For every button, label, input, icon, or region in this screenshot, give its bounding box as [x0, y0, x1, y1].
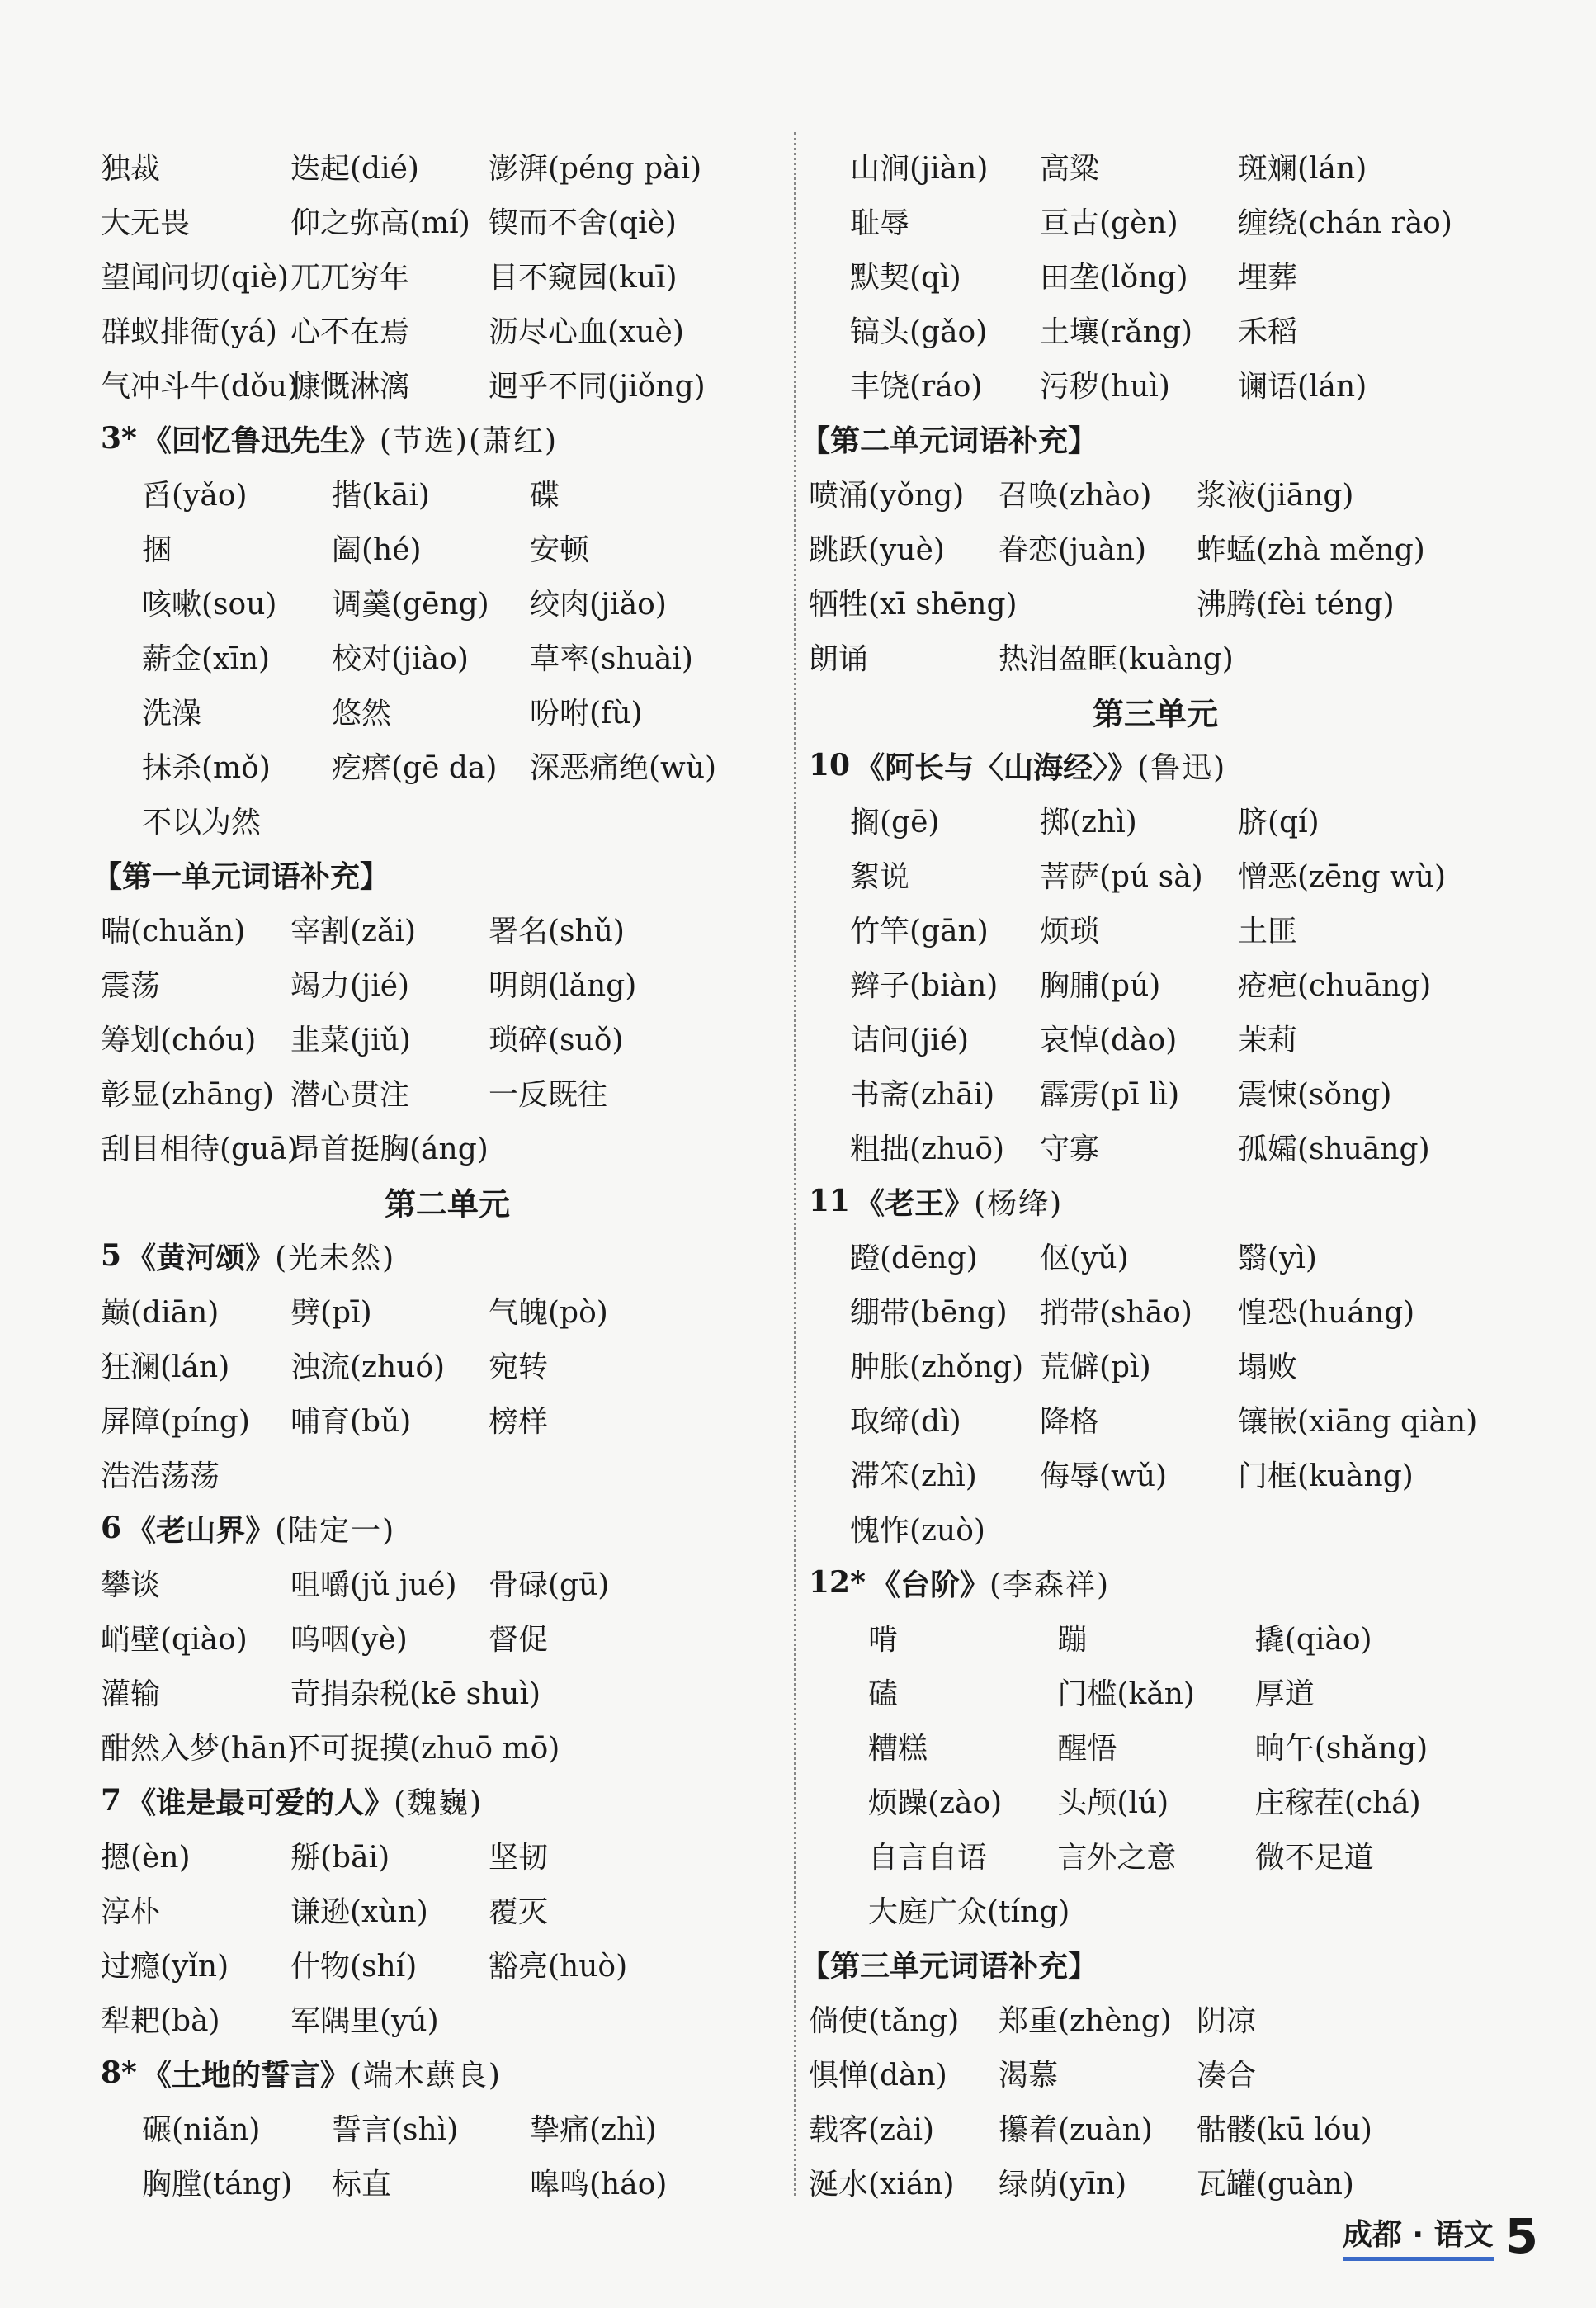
vocab-entry: 浆液(jiāng): [1197, 478, 1354, 513]
vocab-entry: 潜心贯注: [290, 1077, 410, 1112]
vocab-entry: 骨碌(gū): [489, 1568, 610, 1602]
lesson-title: 《阿长与〈山海经〉》: [855, 750, 1138, 785]
vocab-row: [809, 1228, 1502, 1283]
vocab-entry: 倘使(tǎng): [809, 2003, 960, 2038]
vocab-row: [101, 1446, 794, 1501]
vocab-entry: 捆: [142, 532, 172, 567]
vocab-row: [809, 466, 1502, 520]
vocab-entry: 糟糕: [868, 1731, 928, 1766]
vocab-entry: 军隅里(yú): [290, 2003, 439, 2038]
vocab-row: [101, 248, 794, 302]
vocab-entry: 嗥鸣(háo): [530, 2167, 668, 2202]
vocab-entry: 烦躁(zào): [868, 1785, 1003, 1820]
supplement-heading: 【第二单元词语补充】: [800, 423, 1098, 458]
vocab-entry: 诘问(jié): [850, 1023, 970, 1057]
vocab-entry: 肿胀(zhǒng): [850, 1350, 1024, 1384]
vocab-entry: 辫子(biàn): [850, 968, 999, 1003]
vocab-entry: 蹦: [1057, 1622, 1088, 1657]
vocab-entry: 劈(pī): [290, 1295, 372, 1330]
vocab-entry: 一反既往: [489, 1077, 608, 1112]
vocab-entry: 酣然入梦(hān): [101, 1731, 299, 1766]
vocab-entry: 咀嚼(jǔ jué): [290, 1568, 457, 1602]
vocab-entry: 咳嗽(sou): [142, 587, 277, 622]
vocab-entry: 宛转: [489, 1350, 549, 1384]
lesson-heading: [101, 1773, 794, 1828]
vocab-row: [809, 357, 1502, 411]
vocab-entry: 山涧(jiàn): [850, 151, 989, 186]
vocab-row: [101, 1937, 794, 1991]
vocab-entry: 耻辱: [850, 206, 910, 240]
vocab-entry: 榜样: [489, 1404, 549, 1439]
lesson-author: (端木蕻良): [349, 2058, 502, 2093]
vocab-entry: 兀兀穷年: [290, 260, 410, 295]
vocab-row: [101, 1010, 794, 1065]
vocab-entry: 锲而不舍(qiè): [489, 206, 677, 240]
lesson-title: 《土地的誓言》: [141, 2057, 350, 2093]
vocab-row: [101, 357, 794, 411]
vocab-entry: 丰饶(ráo): [850, 369, 983, 404]
vocab-row: [809, 302, 1502, 357]
vocab-entry: 督促: [489, 1622, 549, 1657]
vocab-entry: 朗诵: [809, 641, 869, 676]
lesson-heading: [101, 2046, 794, 2100]
vocab-entry: 磕: [868, 1677, 899, 1711]
vocab-entry: 镐头(gǎo): [850, 315, 988, 349]
vocab-entry: 蹬(dēng): [850, 1241, 978, 1275]
vocab-row: [809, 1283, 1502, 1337]
vocab-row: [809, 520, 1502, 575]
vocab-entry: 骷髅(kū lóu): [1197, 2112, 1372, 2147]
lesson-author: (杨绛): [974, 1186, 1064, 1221]
vocab-row: [809, 1337, 1502, 1392]
lesson-heading: [101, 411, 794, 466]
vocab-entry: 碾(niǎn): [142, 2112, 261, 2147]
vocab-entry: 过瘾(yǐn): [101, 1949, 229, 1984]
vocab-entry: 言外之意: [1057, 1840, 1177, 1875]
vocab-entry: 斑斓(lán): [1238, 151, 1367, 186]
vocab-entry: 啃: [868, 1622, 899, 1657]
lesson-heading: [101, 1501, 794, 1555]
vocab-entry: 浊流(zhuó): [290, 1350, 446, 1384]
vocab-row: [809, 193, 1502, 248]
vocab-entry: 喷涌(yǒng): [809, 478, 965, 513]
vocab-entry: 标直: [332, 2167, 392, 2202]
vocab-entry: 禾稻: [1238, 315, 1298, 349]
vocab-entry: 气冲斗牛(dǒu): [101, 369, 299, 404]
lesson-title: 《黄河颂》: [126, 1240, 276, 1275]
lesson-author: (节选)(萧红): [379, 423, 559, 458]
vocab-entry: 沸腾(fèi téng): [1197, 587, 1395, 622]
footer-label: 成都 · 语文: [1343, 2211, 1494, 2261]
vocab-entry: 凑合: [1197, 2058, 1257, 2093]
vocab-entry: 愧怍(zuò): [850, 1513, 985, 1548]
vocab-row: [809, 1446, 1502, 1501]
lesson-number: 11: [809, 1184, 851, 1218]
vocab-entry: 什物(shí): [290, 1949, 418, 1984]
vocab-entry: 昂首挺胸(áng): [290, 1132, 489, 1166]
vocab-entry: 犁耙(bà): [101, 2003, 220, 2038]
vocab-row: [809, 847, 1502, 901]
lesson-heading: [809, 1555, 1502, 1610]
vocab-entry: 气魄(pò): [489, 1295, 608, 1330]
vocab-entry: 刮目相待(guā): [101, 1132, 299, 1166]
lesson-title: 《谁是最可爱的人》: [126, 1785, 394, 1820]
vocab-entry: 峭壁(qiào): [101, 1622, 248, 1657]
vocab-entry: 惶恐(huáng): [1238, 1295, 1415, 1330]
vocab-entry: 哺育(bǔ): [290, 1404, 412, 1439]
vocab-entry: 亘古(gèn): [1040, 206, 1178, 240]
vocab-entry: 田垄(lǒng): [1040, 260, 1188, 295]
vocab-row: [809, 1119, 1502, 1174]
vocab-row: [809, 1664, 1502, 1719]
vocab-entry: 攀谈: [101, 1568, 161, 1602]
vocab-entry: 埋葬: [1238, 260, 1298, 295]
vocab-entry: 瓦罐(guàn): [1197, 2167, 1354, 2202]
vocab-entry: 撬(qiào): [1254, 1622, 1372, 1657]
vocab-entry: 热泪盈眶(kuàng): [999, 641, 1234, 676]
vocab-entry: 召唤(zhào): [999, 478, 1152, 513]
vocab-entry: 谦逊(xùn): [290, 1894, 428, 1929]
vocab-entry: 浩浩荡荡: [101, 1459, 220, 1493]
vocab-entry: 目不窥园(kuī): [489, 260, 678, 295]
vocab-entry: 绞肉(jiǎo): [530, 587, 667, 622]
lesson-author: (鲁迅): [1137, 750, 1227, 785]
vocab-entry: 哀悼(dào): [1040, 1023, 1178, 1057]
vocab-row: [101, 792, 794, 847]
vocab-entry: 土壤(rǎng): [1040, 315, 1192, 349]
vocab-entry: 菩萨(pú sà): [1040, 859, 1203, 894]
lesson-author: (李森祥): [989, 1568, 1111, 1602]
lesson-number: 3*: [101, 421, 137, 456]
vocab-entry: 碟: [530, 478, 560, 513]
lesson-number: 8*: [101, 2055, 137, 2090]
page-footer: [1343, 2208, 1538, 2264]
vocab-row: [101, 1119, 794, 1174]
vocab-entry: 搁(gē): [850, 805, 940, 839]
vocab-entry: 绿荫(yīn): [999, 2167, 1127, 2202]
vocab-entry: 揩(kāi): [332, 478, 430, 513]
vocab-entry: 降格: [1040, 1404, 1100, 1439]
vocab-entry: 眷恋(juàn): [999, 532, 1147, 567]
vocab-entry: 苛捐杂税(kē shuì): [290, 1677, 541, 1711]
vocab-row: [101, 629, 794, 683]
vocab-entry: 誓言(shì): [332, 2112, 459, 2147]
vocab-entry: 牺牲(xī shēng): [809, 587, 1018, 622]
vocab-row: [101, 1828, 794, 1882]
vocab-entry: 校对(jiào): [332, 641, 469, 676]
vocab-row: [101, 1337, 794, 1392]
lesson-title: 《台阶》: [870, 1567, 989, 1602]
vocab-entry: 洗澡: [142, 696, 202, 731]
supplement-heading: 【第一单元词语补充】: [92, 858, 390, 894]
vocab-entry: 彰显(zhāng): [101, 1077, 274, 1112]
vocab-row: [101, 956, 794, 1010]
vocab-entry: 郑重(zhèng): [999, 2003, 1172, 2038]
vocab-entry: 震荡: [101, 968, 161, 1003]
vocab-entry: 憎恶(zēng wù): [1238, 859, 1447, 894]
vocab-entry: 豁亮(huò): [489, 1949, 628, 1984]
vocab-entry: 琐碎(suǒ): [489, 1023, 624, 1057]
vocab-entry: 悠然: [332, 696, 392, 731]
vocab-entry: 胸脯(pú): [1040, 968, 1161, 1003]
vocab-entry: 跳跃(yuè): [809, 532, 945, 567]
vocab-entry: 微不足道: [1254, 1840, 1374, 1875]
vocab-entry: 吩咐(fù): [530, 696, 643, 731]
vocab-row: [101, 2154, 794, 2209]
vocab-row: [101, 139, 794, 193]
vocab-entry: 大无畏: [101, 206, 191, 240]
right-column: [800, 139, 1502, 2209]
vocab-row: [809, 1065, 1502, 1119]
vocab-row: [101, 1555, 794, 1610]
vocab-row: [101, 466, 794, 520]
vocab-entry: 霹雳(pī lì): [1040, 1077, 1180, 1112]
vocab-row: [101, 1610, 794, 1664]
vocab-row: [101, 193, 794, 248]
vocab-entry: 屏障(píng): [101, 1404, 250, 1439]
vocab-entry: 迭起(dié): [290, 151, 419, 186]
vocab-entry: 取缔(dì): [850, 1404, 961, 1439]
vocab-entry: 韭菜(jiǔ): [290, 1023, 411, 1057]
vocab-row: [809, 956, 1502, 1010]
vocab-entry: 默契(qì): [850, 260, 961, 295]
vocab-entry: 大庭广众(tíng): [868, 1894, 1070, 1929]
vocab-row: [809, 1610, 1502, 1664]
vocab-row: [101, 575, 794, 629]
vocab-row: [809, 901, 1502, 956]
vocab-entry: 深恶痛绝(wù): [530, 750, 717, 785]
vocab-entry: 掷(zhì): [1040, 805, 1137, 839]
vocab-row: [809, 2046, 1502, 2100]
vocab-entry: 呜咽(yè): [290, 1622, 408, 1657]
vocab-entry: 疮疤(chuāng): [1238, 968, 1432, 1003]
lesson-author: (光未然): [275, 1241, 396, 1275]
vocab-entry: 攥着(zuàn): [999, 2112, 1153, 2147]
vocab-row: [809, 139, 1502, 193]
lesson-number: 7: [101, 1783, 122, 1818]
lesson-number: 12*: [809, 1565, 866, 1600]
vocab-entry: 仰之弥高(mí): [290, 206, 470, 240]
unit-heading: 第三单元: [1092, 695, 1218, 732]
vocab-row: [809, 1719, 1502, 1773]
vocab-entry: 抹杀(mǒ): [142, 750, 271, 785]
vocab-entry: 慷慨淋漓: [290, 369, 410, 404]
lesson-title: 《老王》: [855, 1185, 975, 1221]
vocab-entry: 絮说: [850, 859, 910, 894]
vocab-row: [809, 2154, 1502, 2209]
vocab-entry: 独裁: [101, 151, 161, 186]
vocab-row: [809, 248, 1502, 302]
vocab-entry: 蚱蜢(zhà měng): [1197, 532, 1425, 567]
supplement-heading: 【第三单元词语补充】: [800, 1948, 1098, 1984]
vocab-row: [809, 1010, 1502, 1065]
vocab-entry: 缠绕(chán rào): [1238, 206, 1452, 240]
lesson-heading: [809, 738, 1502, 792]
vocab-entry: 署名(shǔ): [489, 914, 625, 948]
vocab-entry: 镶嵌(xiāng qiàn): [1238, 1404, 1478, 1439]
vocab-row: [101, 683, 794, 738]
vocab-entry: 土匪: [1238, 914, 1298, 948]
vocab-entry: 茉莉: [1238, 1023, 1298, 1057]
vocab-entry: 摁(èn): [101, 1840, 191, 1875]
lesson-number: 6: [101, 1511, 122, 1545]
vocab-entry: 惧惮(dàn): [809, 2058, 947, 2093]
vocab-entry: 竭力(jié): [290, 968, 410, 1003]
vocab-row: [101, 302, 794, 357]
vocab-entry: 胸膛(táng): [142, 2167, 293, 2202]
vocab-entry: 掰(bāi): [290, 1840, 390, 1875]
vocab-entry: 自言自语: [868, 1840, 988, 1875]
vocab-row: [809, 1392, 1502, 1446]
left-column: [92, 139, 794, 2209]
vocab-row: [101, 1065, 794, 1119]
vocab-entry: 不以为然: [142, 805, 262, 839]
vocab-entry: 舀(yǎo): [142, 478, 248, 513]
lesson-title: 《回忆鲁迅先生》: [141, 423, 380, 458]
vocab-entry: 安顿: [530, 532, 590, 567]
vocab-row: [809, 1501, 1502, 1555]
vocab-entry: 挚痛(zhì): [530, 2112, 657, 2147]
vocab-row: [809, 1773, 1502, 1828]
vocab-row: [101, 1719, 794, 1773]
vocab-row: [809, 792, 1502, 847]
lesson-heading: [809, 1174, 1502, 1228]
vocab-entry: 明朗(lǎng): [489, 968, 637, 1003]
vocab-entry: 灌输: [101, 1677, 161, 1711]
vocab-entry: 沥尽心血(xuè): [489, 315, 684, 349]
vocab-entry: 阴凉: [1197, 2003, 1257, 2038]
vocab-entry: 污秽(huì): [1040, 369, 1170, 404]
vocab-row: [101, 1991, 794, 2046]
vocab-row: [809, 1991, 1502, 2046]
vocab-entry: 庄稼茬(chá): [1254, 1785, 1421, 1820]
vocab-entry: 粗拙(zhuō): [850, 1132, 1005, 1166]
page-number: 5: [1504, 2208, 1538, 2264]
vocab-entry: 坚韧: [489, 1840, 549, 1875]
vocab-row: [101, 1882, 794, 1937]
vocab-entry: 脐(qí): [1238, 805, 1320, 839]
vocab-entry: 门槛(kǎn): [1057, 1677, 1195, 1711]
vocab-row: [809, 2100, 1502, 2154]
vocab-entry: 心不在焉: [290, 315, 410, 349]
vocab-entry: 捎带(shāo): [1040, 1295, 1192, 1330]
vocab-entry: 荒僻(pì): [1040, 1350, 1151, 1384]
vocab-entry: 巅(diān): [101, 1295, 220, 1330]
vocab-row: [101, 2100, 794, 2154]
vocab-row: [809, 629, 1502, 683]
vocab-entry: 塌败: [1238, 1350, 1298, 1384]
vocab-entry: 喘(chuǎn): [101, 914, 246, 948]
vocab-entry: 薪金(xīn): [142, 641, 271, 676]
vocab-entry: 门框(kuàng): [1238, 1459, 1414, 1493]
vocab-entry: 澎湃(péng pài): [489, 151, 702, 186]
vocab-entry: 不可捉摸(zhuō mō): [290, 1731, 560, 1766]
vocab-entry: 涎水(xián): [809, 2167, 955, 2202]
vocab-entry: 覆灭: [489, 1894, 549, 1929]
lesson-author: (魏巍): [394, 1785, 484, 1820]
vocab-entry: 孤孀(shuāng): [1238, 1132, 1430, 1166]
vocab-row: [101, 1664, 794, 1719]
vocab-entry: 高粱: [1040, 151, 1100, 186]
vocab-entry: 竹竿(gān): [850, 914, 989, 948]
vocab-entry: 狂澜(lán): [101, 1350, 230, 1384]
vocab-entry: 筹划(chóu): [101, 1023, 257, 1057]
vocab-entry: 书斋(zhāi): [850, 1077, 995, 1112]
vocab-entry: 淳朴: [101, 1894, 161, 1929]
vocab-row: [101, 1283, 794, 1337]
vocab-entry: 侮辱(wǔ): [1040, 1459, 1168, 1493]
vocab-entry: 载客(zài): [809, 2112, 935, 2147]
vocab-entry: 草率(shuài): [530, 641, 693, 676]
lesson-heading: [101, 1228, 794, 1283]
vocab-entry: 疙瘩(gē da): [332, 750, 498, 785]
vocab-entry: 望闻问切(qiè): [101, 260, 289, 295]
vocab-row: [101, 901, 794, 956]
vocab-entry: 守寡: [1040, 1132, 1100, 1166]
vocab-entry: 谰语(lán): [1238, 369, 1367, 404]
vocab-entry: 晌午(shǎng): [1254, 1731, 1428, 1766]
unit-heading: 第二单元: [384, 1185, 510, 1223]
vocab-entry: 迥乎不同(jiǒng): [489, 369, 706, 404]
vocab-row: [101, 1392, 794, 1446]
vocab-entry: 调羹(gēng): [332, 587, 489, 622]
lesson-author: (陆定一): [275, 1513, 396, 1548]
vocab-entry: 群蚁排衙(yá): [101, 315, 277, 349]
vocab-row: [809, 1828, 1502, 1882]
vocab-entry: 滞笨(zhì): [850, 1459, 977, 1493]
vocab-row: [101, 520, 794, 575]
vocab-entry: 厚道: [1254, 1677, 1315, 1711]
vocab-entry: 震悚(sǒng): [1238, 1077, 1392, 1112]
vocab-row: [101, 738, 794, 792]
vocab-entry: 阖(hé): [332, 532, 422, 567]
vocab-entry: 头颅(lú): [1057, 1785, 1169, 1820]
vocab-entry: 醒悟: [1057, 1731, 1117, 1766]
vocab-row: [809, 575, 1502, 629]
vocab-entry: 宰割(zǎi): [290, 914, 417, 948]
lesson-title: 《老山界》: [126, 1512, 276, 1548]
lesson-number: 10: [809, 748, 851, 783]
vocab-entry: 伛(yǔ): [1040, 1241, 1129, 1275]
vocab-entry: 翳(yì): [1238, 1241, 1317, 1275]
vocab-entry: 绷带(bēng): [850, 1295, 1008, 1330]
lesson-number: 5: [101, 1238, 122, 1273]
vocab-entry: 烦琐: [1040, 914, 1100, 948]
vocab-row: [809, 1882, 1502, 1937]
vocab-entry: 渴慕: [999, 2058, 1059, 2093]
column-divider: [794, 132, 796, 2196]
